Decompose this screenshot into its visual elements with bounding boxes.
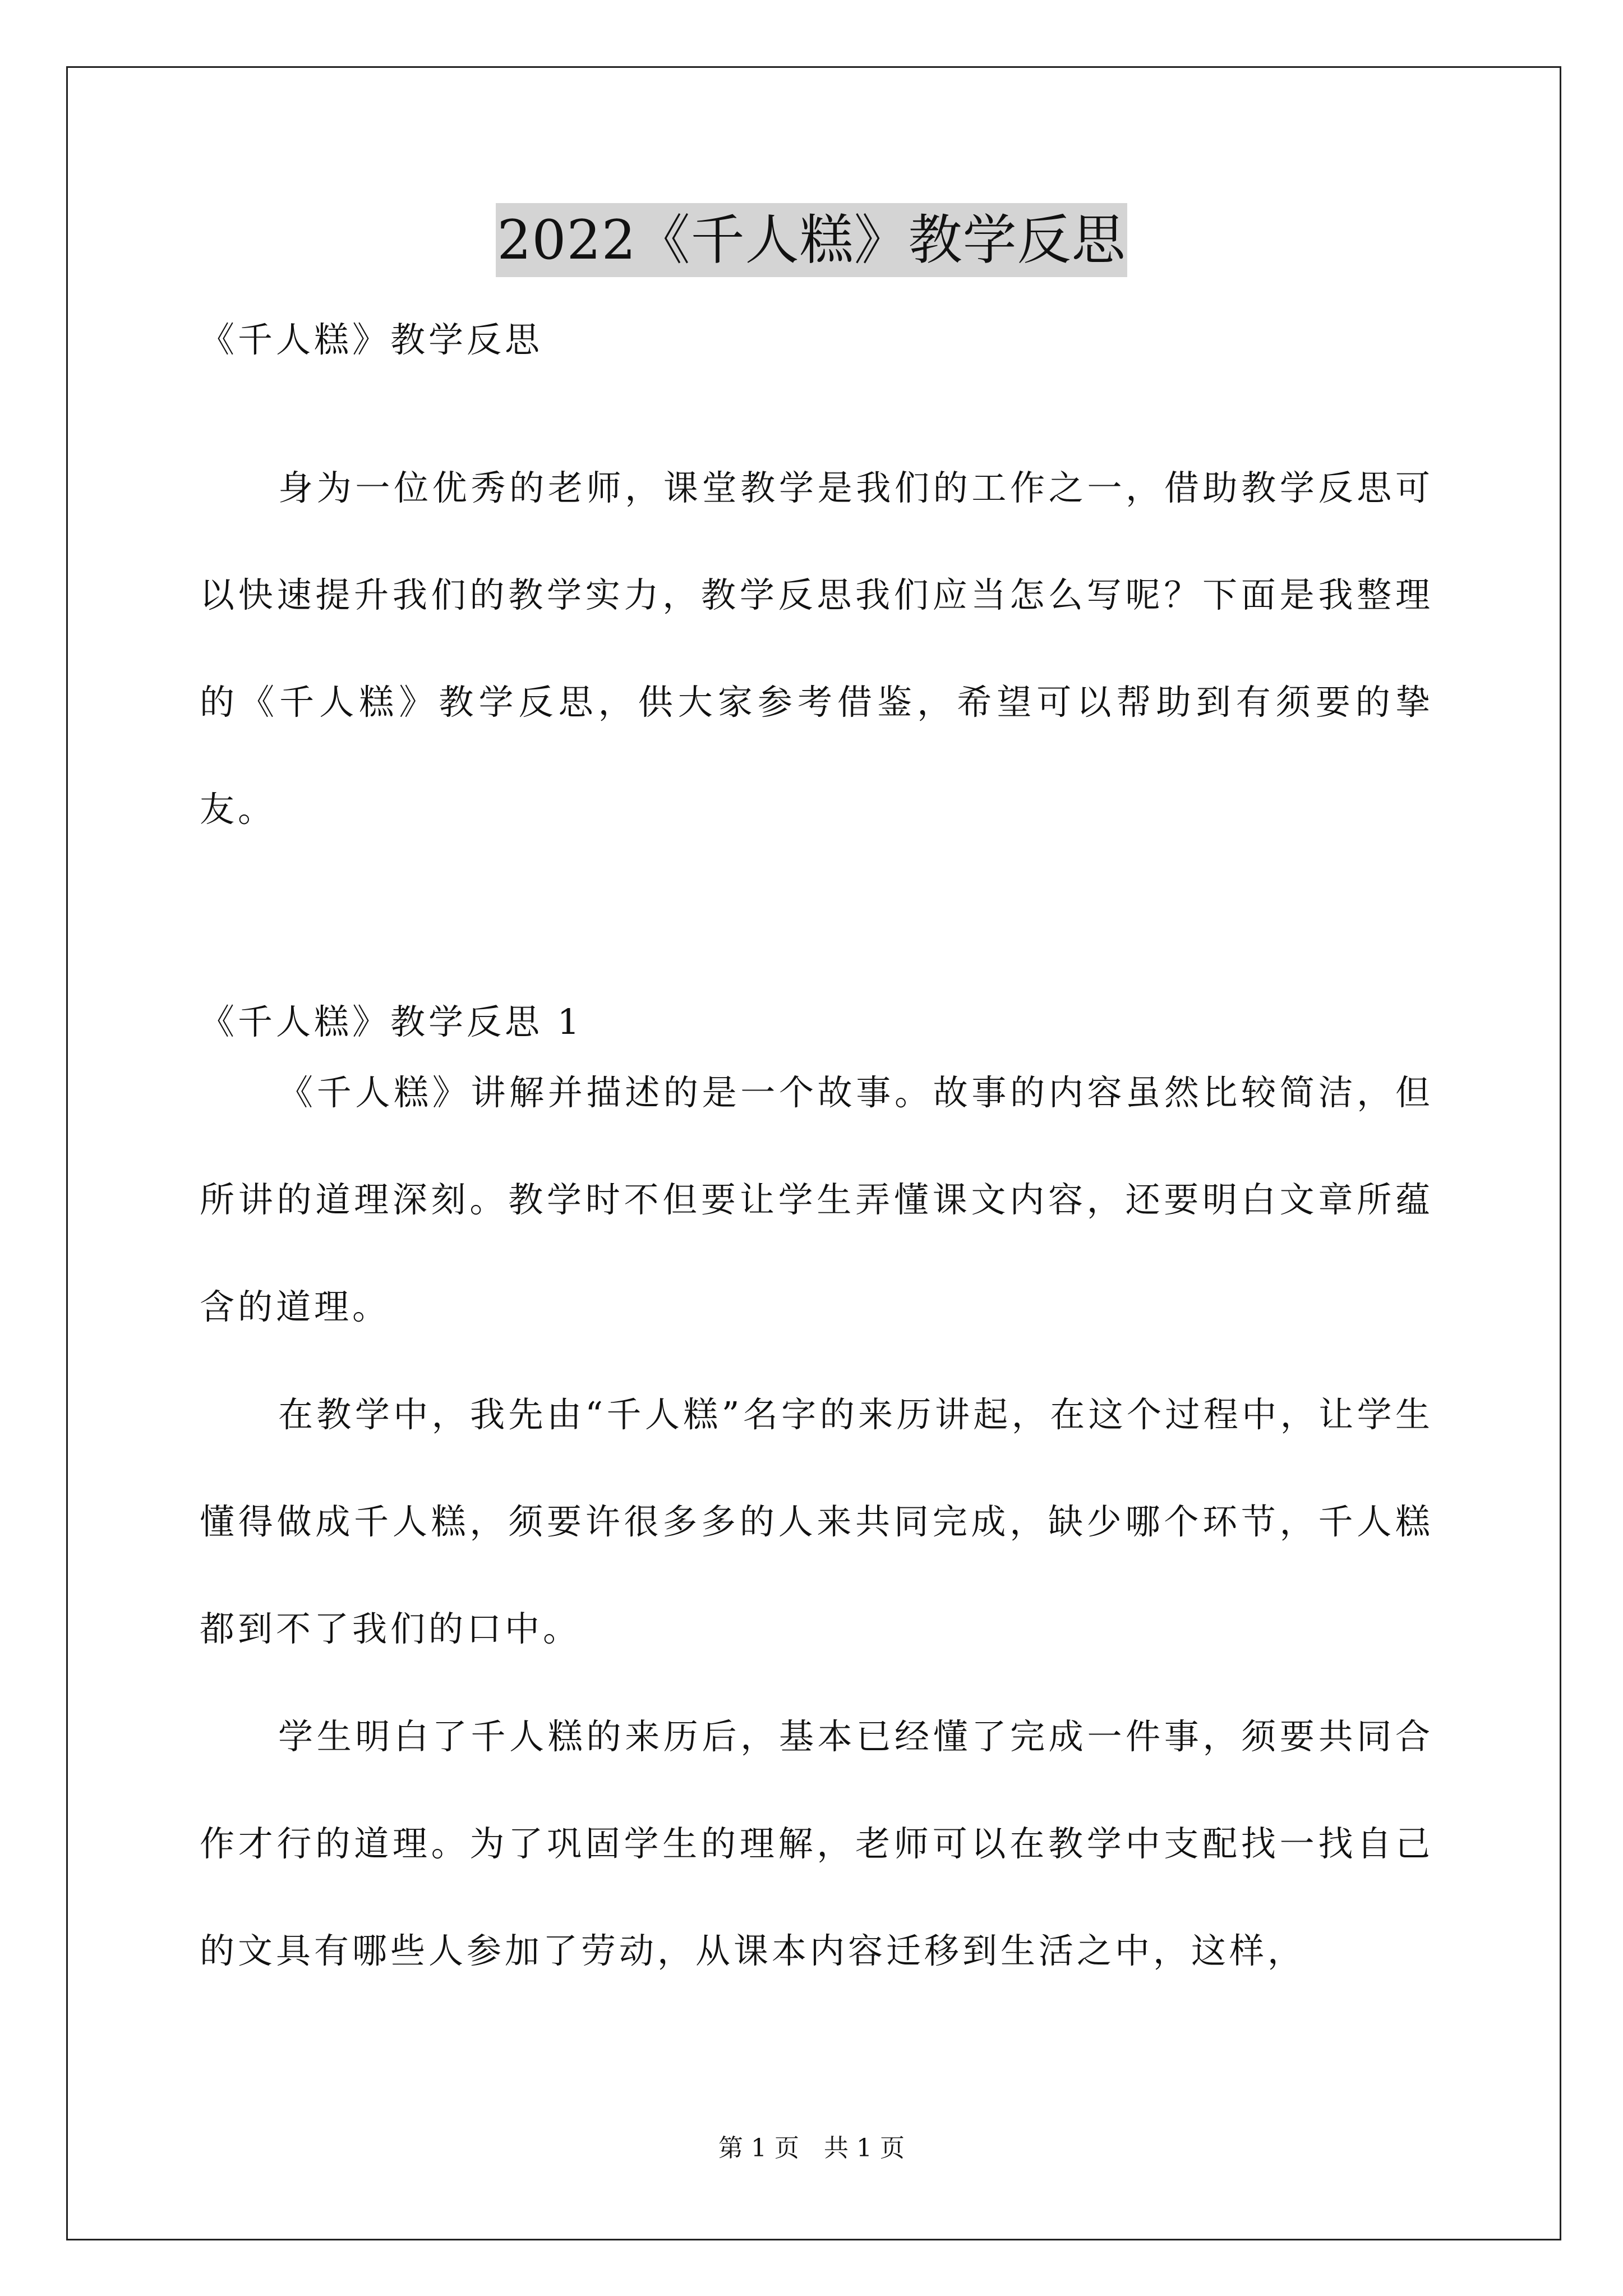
document-subtitle: 《千人糕》教学反思: [200, 319, 543, 360]
body-paragraph-2: 在教学中，我先由“千人糕”名字的来历讲起，在这个过程中，让学生懂得做成千人糕，须要许很多多的人来共同完成，缺少哪个环节，千人糕都到不了我们的口中。: [200, 1394, 1433, 1649]
intro-paragraph: 身为一位优秀的老师，课堂教学是我们的工作之一，借助教学反思可以快速提升我们的教学实力，教学反思我们应当怎么写呢？下面是我整理的《千人糕》教学反思，供大家参考借鉴，希望可以帮助到有须要的挚友。: [200, 467, 1433, 830]
body-paragraph-1: 《千人糕》讲解并描述的是一个故事。故事的内容虽然比较简洁，但所讲的道理深刻。教学时不但要让学生弄懂课文内容，还要明白文章所蕴含的道理。: [200, 1072, 1433, 1327]
body-paragraph-3: 学生明白了千人糕的来历后，基本已经懂了完成一件事，须要共同合作才行的道理。为了巩固学生的理解，老师可以在教学中支配找一找自己的文具有哪些人参加了劳动，从课本内容迁移到生活之中，这样，: [200, 1716, 1433, 1971]
title-container: [0, 203, 1623, 277]
document-title: 2022《千人糕》教学反思: [496, 203, 1127, 277]
page-footer: 第 1 页 共 1 页: [718, 2134, 905, 2162]
section-heading: 《千人糕》教学反思 1: [200, 1001, 583, 1042]
